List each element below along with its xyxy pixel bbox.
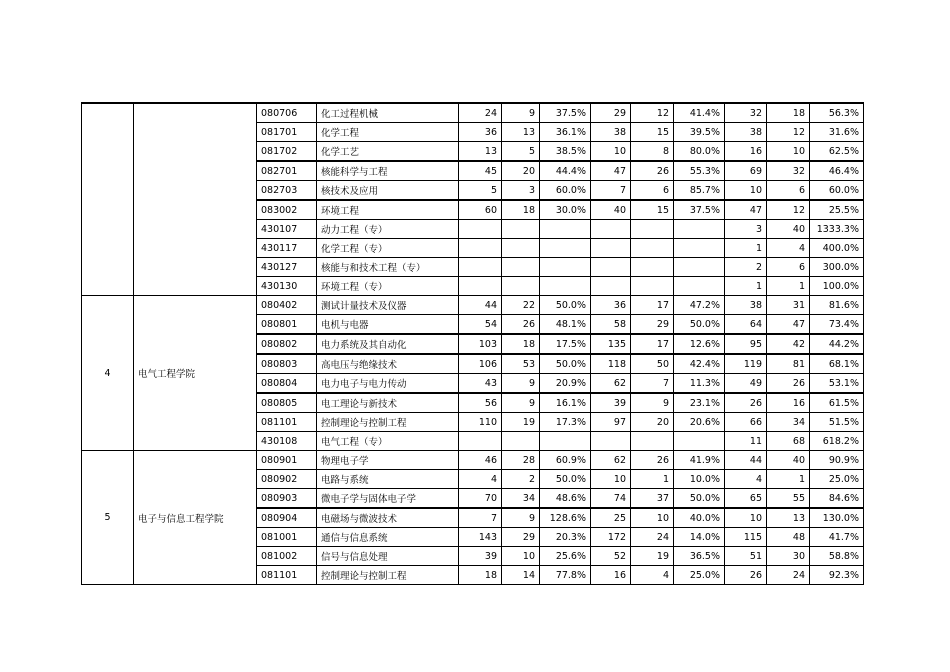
major-name-cell: 电磁场与微波技术 — [317, 508, 459, 528]
value-cell: 31.6% — [810, 123, 864, 142]
value-cell: 22 — [502, 296, 540, 315]
major-name-cell: 化工过程机械 — [317, 103, 459, 123]
value-cell: 135 — [591, 334, 631, 354]
value-cell: 40.0% — [674, 508, 725, 528]
value-cell: 4 — [767, 239, 810, 258]
value-cell: 53.1% — [810, 374, 864, 394]
value-cell: 36 — [459, 123, 502, 142]
value-cell: 37.5% — [540, 103, 591, 123]
value-cell: 34 — [767, 413, 810, 432]
value-cell: 400.0% — [810, 239, 864, 258]
value-cell: 48 — [767, 528, 810, 547]
value-cell: 39 — [591, 393, 631, 413]
value-cell: 60.9% — [540, 451, 591, 470]
major-name-cell: 通信与信息系统 — [317, 528, 459, 547]
table-row — [82, 296, 864, 315]
major-code-cell: 430117 — [257, 239, 317, 258]
value-cell: 46 — [459, 451, 502, 470]
value-cell: 52 — [591, 547, 631, 566]
value-cell — [540, 239, 591, 258]
value-cell: 92.3% — [810, 566, 864, 585]
value-cell: 60 — [459, 200, 502, 220]
value-cell: 40 — [591, 200, 631, 220]
value-cell: 32 — [767, 161, 810, 181]
major-name-cell: 核能与和技术工程（专） — [317, 258, 459, 277]
value-cell — [631, 220, 674, 239]
major-code-cell: 081701 — [257, 123, 317, 142]
value-cell — [502, 258, 540, 277]
major-code-cell: 081001 — [257, 528, 317, 547]
value-cell: 7 — [459, 508, 502, 528]
value-cell — [540, 258, 591, 277]
value-cell: 80.0% — [674, 142, 725, 162]
value-cell: 11 — [725, 432, 767, 451]
value-cell: 68.1% — [810, 354, 864, 374]
value-cell: 77.8% — [540, 566, 591, 585]
value-cell: 39 — [459, 547, 502, 566]
value-cell: 84.6% — [810, 489, 864, 509]
value-cell: 10 — [767, 142, 810, 162]
value-cell — [459, 239, 502, 258]
value-cell: 12 — [767, 200, 810, 220]
major-code-cell: 080805 — [257, 393, 317, 413]
value-cell: 90.9% — [810, 451, 864, 470]
value-cell: 25.0% — [810, 470, 864, 489]
value-cell: 2 — [725, 258, 767, 277]
value-cell: 18 — [502, 334, 540, 354]
value-cell: 7 — [591, 181, 631, 201]
value-cell — [631, 239, 674, 258]
value-cell: 1 — [767, 470, 810, 489]
value-cell: 10 — [725, 181, 767, 201]
value-cell: 56.3% — [810, 103, 864, 123]
value-cell: 48.1% — [540, 315, 591, 335]
value-cell: 18 — [459, 566, 502, 585]
value-cell: 7 — [631, 374, 674, 394]
value-cell: 39.5% — [674, 123, 725, 142]
value-cell: 64 — [725, 315, 767, 335]
major-code-cell: 080402 — [257, 296, 317, 315]
value-cell — [459, 258, 502, 277]
value-cell: 11.3% — [674, 374, 725, 394]
value-cell: 15 — [631, 200, 674, 220]
value-cell — [674, 277, 725, 296]
value-cell: 85.7% — [674, 181, 725, 201]
value-cell: 14.0% — [674, 528, 725, 547]
value-cell: 66 — [725, 413, 767, 432]
value-cell: 56 — [459, 393, 502, 413]
value-cell: 42.4% — [674, 354, 725, 374]
value-cell: 30 — [767, 547, 810, 566]
major-code-cell: 081002 — [257, 547, 317, 566]
value-cell: 47 — [767, 315, 810, 335]
value-cell — [540, 277, 591, 296]
value-cell: 25.0% — [674, 566, 725, 585]
value-cell: 41.9% — [674, 451, 725, 470]
value-cell: 69 — [725, 161, 767, 181]
value-cell: 58 — [591, 315, 631, 335]
value-cell: 29 — [502, 528, 540, 547]
value-cell: 48.6% — [540, 489, 591, 509]
value-cell: 13 — [459, 142, 502, 162]
value-cell: 44.2% — [810, 334, 864, 354]
major-name-cell: 电路与系统 — [317, 470, 459, 489]
value-cell: 65 — [725, 489, 767, 509]
major-name-cell: 电机与电器 — [317, 315, 459, 335]
table-body — [82, 103, 864, 585]
value-cell: 25.6% — [540, 547, 591, 566]
major-code-cell: 080902 — [257, 470, 317, 489]
value-cell: 29 — [631, 315, 674, 335]
value-cell: 20 — [631, 413, 674, 432]
value-cell: 38 — [725, 296, 767, 315]
value-cell: 31 — [767, 296, 810, 315]
major-name-cell: 化学工程（专） — [317, 239, 459, 258]
value-cell: 10 — [502, 547, 540, 566]
value-cell: 10 — [725, 508, 767, 528]
value-cell: 9 — [502, 374, 540, 394]
major-code-cell: 430130 — [257, 277, 317, 296]
value-cell: 6 — [631, 181, 674, 201]
value-cell: 41.4% — [674, 103, 725, 123]
value-cell: 1 — [631, 470, 674, 489]
value-cell: 6 — [767, 258, 810, 277]
major-name-cell: 核能科学与工程 — [317, 161, 459, 181]
value-cell: 1 — [725, 277, 767, 296]
major-code-cell: 080804 — [257, 374, 317, 394]
value-cell: 45 — [459, 161, 502, 181]
value-cell — [502, 277, 540, 296]
value-cell — [631, 277, 674, 296]
value-cell: 4 — [631, 566, 674, 585]
value-cell: 16 — [591, 566, 631, 585]
value-cell: 3 — [502, 181, 540, 201]
value-cell: 50.0% — [674, 315, 725, 335]
value-cell: 4 — [459, 470, 502, 489]
value-cell: 47 — [591, 161, 631, 181]
value-cell: 10.0% — [674, 470, 725, 489]
value-cell: 10 — [591, 142, 631, 162]
major-code-cell: 430108 — [257, 432, 317, 451]
value-cell: 68 — [767, 432, 810, 451]
value-cell — [591, 432, 631, 451]
major-code-cell: 430127 — [257, 258, 317, 277]
value-cell: 36.5% — [674, 547, 725, 566]
value-cell: 15 — [631, 123, 674, 142]
major-name-cell: 电力电子与电力传动 — [317, 374, 459, 394]
value-cell: 36.1% — [540, 123, 591, 142]
value-cell: 12.6% — [674, 334, 725, 354]
major-code-cell: 080903 — [257, 489, 317, 509]
value-cell — [674, 258, 725, 277]
value-cell: 50.0% — [674, 489, 725, 509]
value-cell — [459, 220, 502, 239]
value-cell: 20.6% — [674, 413, 725, 432]
value-cell: 17.5% — [540, 334, 591, 354]
value-cell: 42 — [767, 334, 810, 354]
value-cell — [502, 220, 540, 239]
value-cell: 62.5% — [810, 142, 864, 162]
value-cell: 26 — [502, 315, 540, 335]
value-cell: 103 — [459, 334, 502, 354]
major-name-cell: 化学工艺 — [317, 142, 459, 162]
major-name-cell: 环境工程 — [317, 200, 459, 220]
major-name-cell: 测试计量技术及仪器 — [317, 296, 459, 315]
value-cell: 26 — [631, 451, 674, 470]
value-cell: 62 — [591, 374, 631, 394]
value-cell: 9 — [631, 393, 674, 413]
value-cell: 24 — [767, 566, 810, 585]
major-code-cell: 430107 — [257, 220, 317, 239]
value-cell: 81.6% — [810, 296, 864, 315]
value-cell: 40 — [767, 451, 810, 470]
value-cell: 49 — [725, 374, 767, 394]
value-cell — [591, 258, 631, 277]
value-cell: 74 — [591, 489, 631, 509]
value-cell: 118 — [591, 354, 631, 374]
value-cell — [674, 220, 725, 239]
value-cell: 24 — [459, 103, 502, 123]
value-cell: 9 — [502, 103, 540, 123]
value-cell: 16 — [725, 142, 767, 162]
value-cell: 2 — [502, 470, 540, 489]
value-cell — [631, 432, 674, 451]
value-cell: 25.5% — [810, 200, 864, 220]
major-code-cell: 082701 — [257, 161, 317, 181]
value-cell: 50 — [631, 354, 674, 374]
value-cell: 17 — [631, 296, 674, 315]
value-cell: 50.0% — [540, 296, 591, 315]
major-name-cell: 环境工程（专） — [317, 277, 459, 296]
value-cell — [674, 432, 725, 451]
value-cell: 19 — [631, 547, 674, 566]
value-cell — [591, 220, 631, 239]
major-code-cell: 080803 — [257, 354, 317, 374]
value-cell: 73.4% — [810, 315, 864, 335]
value-cell: 24 — [631, 528, 674, 547]
value-cell: 46.4% — [810, 161, 864, 181]
value-cell: 26 — [631, 161, 674, 181]
value-cell: 37 — [631, 489, 674, 509]
value-cell — [540, 220, 591, 239]
value-cell: 4 — [725, 470, 767, 489]
major-name-cell: 化学工程 — [317, 123, 459, 142]
major-code-cell: 081101 — [257, 566, 317, 585]
value-cell: 44 — [725, 451, 767, 470]
value-cell: 26 — [767, 374, 810, 394]
value-cell — [591, 277, 631, 296]
value-cell: 47.2% — [674, 296, 725, 315]
value-cell — [674, 239, 725, 258]
major-name-cell: 控制理论与控制工程 — [317, 566, 459, 585]
college-name-cell — [134, 103, 257, 296]
value-cell: 119 — [725, 354, 767, 374]
value-cell: 130.0% — [810, 508, 864, 528]
value-cell: 3 — [725, 220, 767, 239]
value-cell: 32 — [725, 103, 767, 123]
value-cell: 41.7% — [810, 528, 864, 547]
value-cell: 70 — [459, 489, 502, 509]
value-cell: 5 — [502, 142, 540, 162]
value-cell: 128.6% — [540, 508, 591, 528]
major-name-cell: 电力系统及其自动化 — [317, 334, 459, 354]
value-cell: 115 — [725, 528, 767, 547]
value-cell: 16 — [767, 393, 810, 413]
value-cell: 38.5% — [540, 142, 591, 162]
value-cell — [459, 432, 502, 451]
value-cell: 10 — [631, 508, 674, 528]
table-row — [82, 103, 864, 123]
value-cell: 38 — [725, 123, 767, 142]
major-code-cell: 080904 — [257, 508, 317, 528]
value-cell: 30.0% — [540, 200, 591, 220]
value-cell: 17 — [631, 334, 674, 354]
value-cell: 61.5% — [810, 393, 864, 413]
value-cell: 60.0% — [810, 181, 864, 201]
document-sheet — [81, 102, 864, 585]
major-code-cell: 080706 — [257, 103, 317, 123]
value-cell: 106 — [459, 354, 502, 374]
value-cell: 110 — [459, 413, 502, 432]
value-cell: 12 — [767, 123, 810, 142]
value-cell — [502, 239, 540, 258]
value-cell: 100.0% — [810, 277, 864, 296]
value-cell: 9 — [502, 508, 540, 528]
value-cell: 34 — [502, 489, 540, 509]
value-cell: 1 — [725, 239, 767, 258]
major-code-cell: 081702 — [257, 142, 317, 162]
group-index-cell: 4 — [82, 296, 134, 451]
value-cell: 51.5% — [810, 413, 864, 432]
major-name-cell: 电工理论与新技术 — [317, 393, 459, 413]
value-cell — [631, 258, 674, 277]
value-cell: 23.1% — [674, 393, 725, 413]
value-cell: 55 — [767, 489, 810, 509]
value-cell: 16.1% — [540, 393, 591, 413]
value-cell: 37.5% — [674, 200, 725, 220]
college-name-cell: 电气工程学院 — [134, 296, 257, 451]
major-code-cell: 081101 — [257, 413, 317, 432]
value-cell: 8 — [631, 142, 674, 162]
value-cell: 26 — [725, 566, 767, 585]
major-name-cell: 控制理论与控制工程 — [317, 413, 459, 432]
value-cell: 40 — [767, 220, 810, 239]
value-cell: 44 — [459, 296, 502, 315]
value-cell: 97 — [591, 413, 631, 432]
value-cell: 60.0% — [540, 181, 591, 201]
value-cell: 1 — [767, 277, 810, 296]
major-code-cell: 080802 — [257, 334, 317, 354]
value-cell: 618.2% — [810, 432, 864, 451]
major-name-cell: 信号与信息处理 — [317, 547, 459, 566]
enrollment-table — [81, 102, 864, 585]
value-cell: 6 — [767, 181, 810, 201]
value-cell — [591, 239, 631, 258]
value-cell: 18 — [767, 103, 810, 123]
value-cell: 95 — [725, 334, 767, 354]
value-cell: 28 — [502, 451, 540, 470]
value-cell: 300.0% — [810, 258, 864, 277]
value-cell: 51 — [725, 547, 767, 566]
value-cell: 1333.3% — [810, 220, 864, 239]
value-cell: 55.3% — [674, 161, 725, 181]
value-cell: 50.0% — [540, 354, 591, 374]
major-code-cell: 082703 — [257, 181, 317, 201]
value-cell: 5 — [459, 181, 502, 201]
value-cell: 18 — [502, 200, 540, 220]
value-cell: 20 — [502, 161, 540, 181]
major-name-cell: 高电压与绝缘技术 — [317, 354, 459, 374]
value-cell: 13 — [767, 508, 810, 528]
value-cell — [502, 432, 540, 451]
value-cell: 81 — [767, 354, 810, 374]
value-cell: 53 — [502, 354, 540, 374]
major-name-cell: 动力工程（专） — [317, 220, 459, 239]
value-cell: 50.0% — [540, 470, 591, 489]
value-cell: 9 — [502, 393, 540, 413]
major-name-cell: 核技术及应用 — [317, 181, 459, 201]
group-index-cell: 5 — [82, 451, 134, 585]
major-code-cell: 080801 — [257, 315, 317, 335]
value-cell: 29 — [591, 103, 631, 123]
value-cell: 58.8% — [810, 547, 864, 566]
value-cell: 62 — [591, 451, 631, 470]
value-cell: 19 — [502, 413, 540, 432]
value-cell: 43 — [459, 374, 502, 394]
value-cell: 13 — [502, 123, 540, 142]
value-cell — [459, 277, 502, 296]
value-cell: 17.3% — [540, 413, 591, 432]
value-cell: 26 — [725, 393, 767, 413]
value-cell: 25 — [591, 508, 631, 528]
major-name-cell: 物理电子学 — [317, 451, 459, 470]
value-cell: 143 — [459, 528, 502, 547]
major-code-cell: 083002 — [257, 200, 317, 220]
value-cell: 14 — [502, 566, 540, 585]
value-cell: 54 — [459, 315, 502, 335]
value-cell: 20.9% — [540, 374, 591, 394]
major-code-cell: 080901 — [257, 451, 317, 470]
value-cell: 36 — [591, 296, 631, 315]
major-name-cell: 电气工程（专） — [317, 432, 459, 451]
value-cell: 47 — [725, 200, 767, 220]
college-name-cell: 电子与信息工程学院 — [134, 451, 257, 585]
table-row — [82, 451, 864, 470]
major-name-cell: 微电子学与固体电子学 — [317, 489, 459, 509]
value-cell: 44.4% — [540, 161, 591, 181]
value-cell: 10 — [591, 470, 631, 489]
value-cell: 38 — [591, 123, 631, 142]
value-cell: 12 — [631, 103, 674, 123]
value-cell: 20.3% — [540, 528, 591, 547]
group-index-cell — [82, 103, 134, 296]
value-cell — [540, 432, 591, 451]
value-cell: 172 — [591, 528, 631, 547]
